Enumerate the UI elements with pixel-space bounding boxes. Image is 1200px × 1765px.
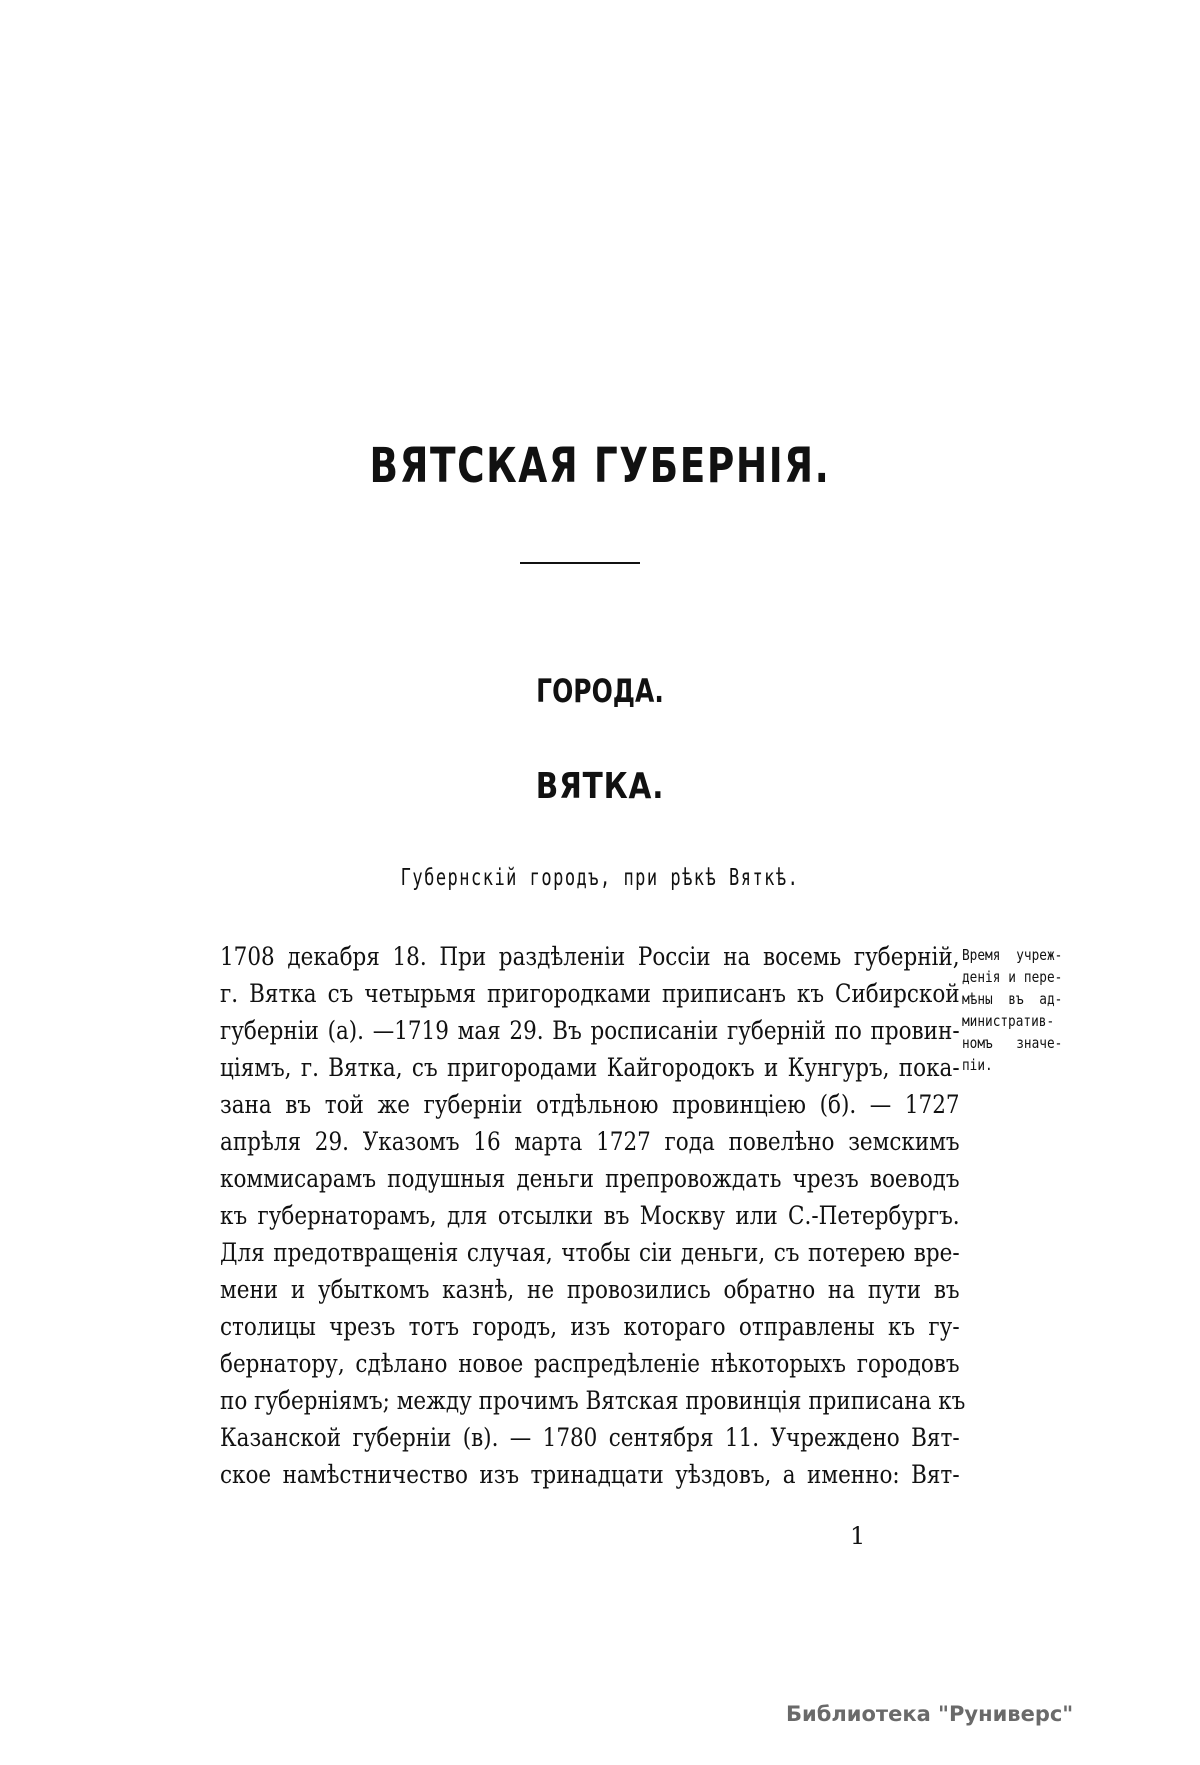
- body-line: Для предотвращенія случая, чтобы сіи деньги, съ потерею вре-: [220, 1238, 960, 1267]
- body-line: г. Вятка съ четырьмя пригородками приписанъ къ Сибирской: [220, 979, 960, 1008]
- body-line: столицы чрезъ тотъ городъ, изъ котораго отправлены къ гу-: [220, 1312, 960, 1341]
- page-title: ВЯТСКАЯ ГУБЕРНІЯ.: [369, 438, 831, 494]
- body-line: Казанской губерніи (в). — 1780 сентября 11. Учреждено Вят-: [220, 1423, 960, 1452]
- section-heading: ГОРОДА.: [536, 672, 664, 710]
- library-watermark: Библиотека "Руниверс": [786, 1702, 1074, 1726]
- body-line: губерніи (а). —1719 мая 29. Въ росписаніи губерній по провин-: [220, 1016, 960, 1045]
- city-subtitle: Губернскій городъ, при рѣкѣ Вяткѣ.: [400, 865, 800, 891]
- margin-note-line: піи.: [962, 1056, 993, 1074]
- body-line: мени и убыткомъ казнѣ, не провозились обратно на пути въ: [220, 1275, 960, 1304]
- body-line: ціямъ, г. Вятка, съ пригородами Кайгородокъ и Кунгуръ, пока-: [220, 1053, 960, 1082]
- margin-note-line: мѣны въ ад-: [962, 990, 1063, 1008]
- body-line: 1708 декабря 18. При раздѣленіи Россіи на восемь губерній,: [220, 942, 960, 971]
- body-line: коммисарамъ подушныя деньги препровождать чрезъ воеводъ: [220, 1164, 960, 1193]
- city-heading: ВЯТКА.: [535, 766, 665, 807]
- margin-note-line: денія и пере-: [962, 968, 1063, 986]
- signature-mark: 1: [850, 1522, 866, 1550]
- title-divider: [520, 562, 640, 564]
- margin-note-line: Время учреж-: [962, 946, 1063, 964]
- body-line: бернатору, сдѣлано новое распредѣленіе нѣкоторыхъ городовъ: [220, 1349, 960, 1378]
- body-line: апрѣля 29. Указомъ 16 марта 1727 года повелѣно земскимъ: [220, 1127, 960, 1156]
- body-text: [220, 938, 966, 1493]
- body-line: по губерніямъ; между прочимъ Вятская провинція приписана къ: [220, 1386, 966, 1415]
- body-line: къ губернаторамъ, для отсылки въ Москву или С.-Петербургъ.: [220, 1201, 960, 1230]
- body-line: зана въ той же губерніи отдѣльною провинціею (б). — 1727: [220, 1090, 960, 1119]
- margin-note-line: министратив-: [962, 1012, 1055, 1030]
- margin-note: [962, 944, 1072, 1076]
- body-line: ское намѣстничество изъ тринадцати уѣздовъ, а именно: Вят-: [220, 1460, 960, 1489]
- margin-note-line: номъ значе-: [962, 1034, 1063, 1052]
